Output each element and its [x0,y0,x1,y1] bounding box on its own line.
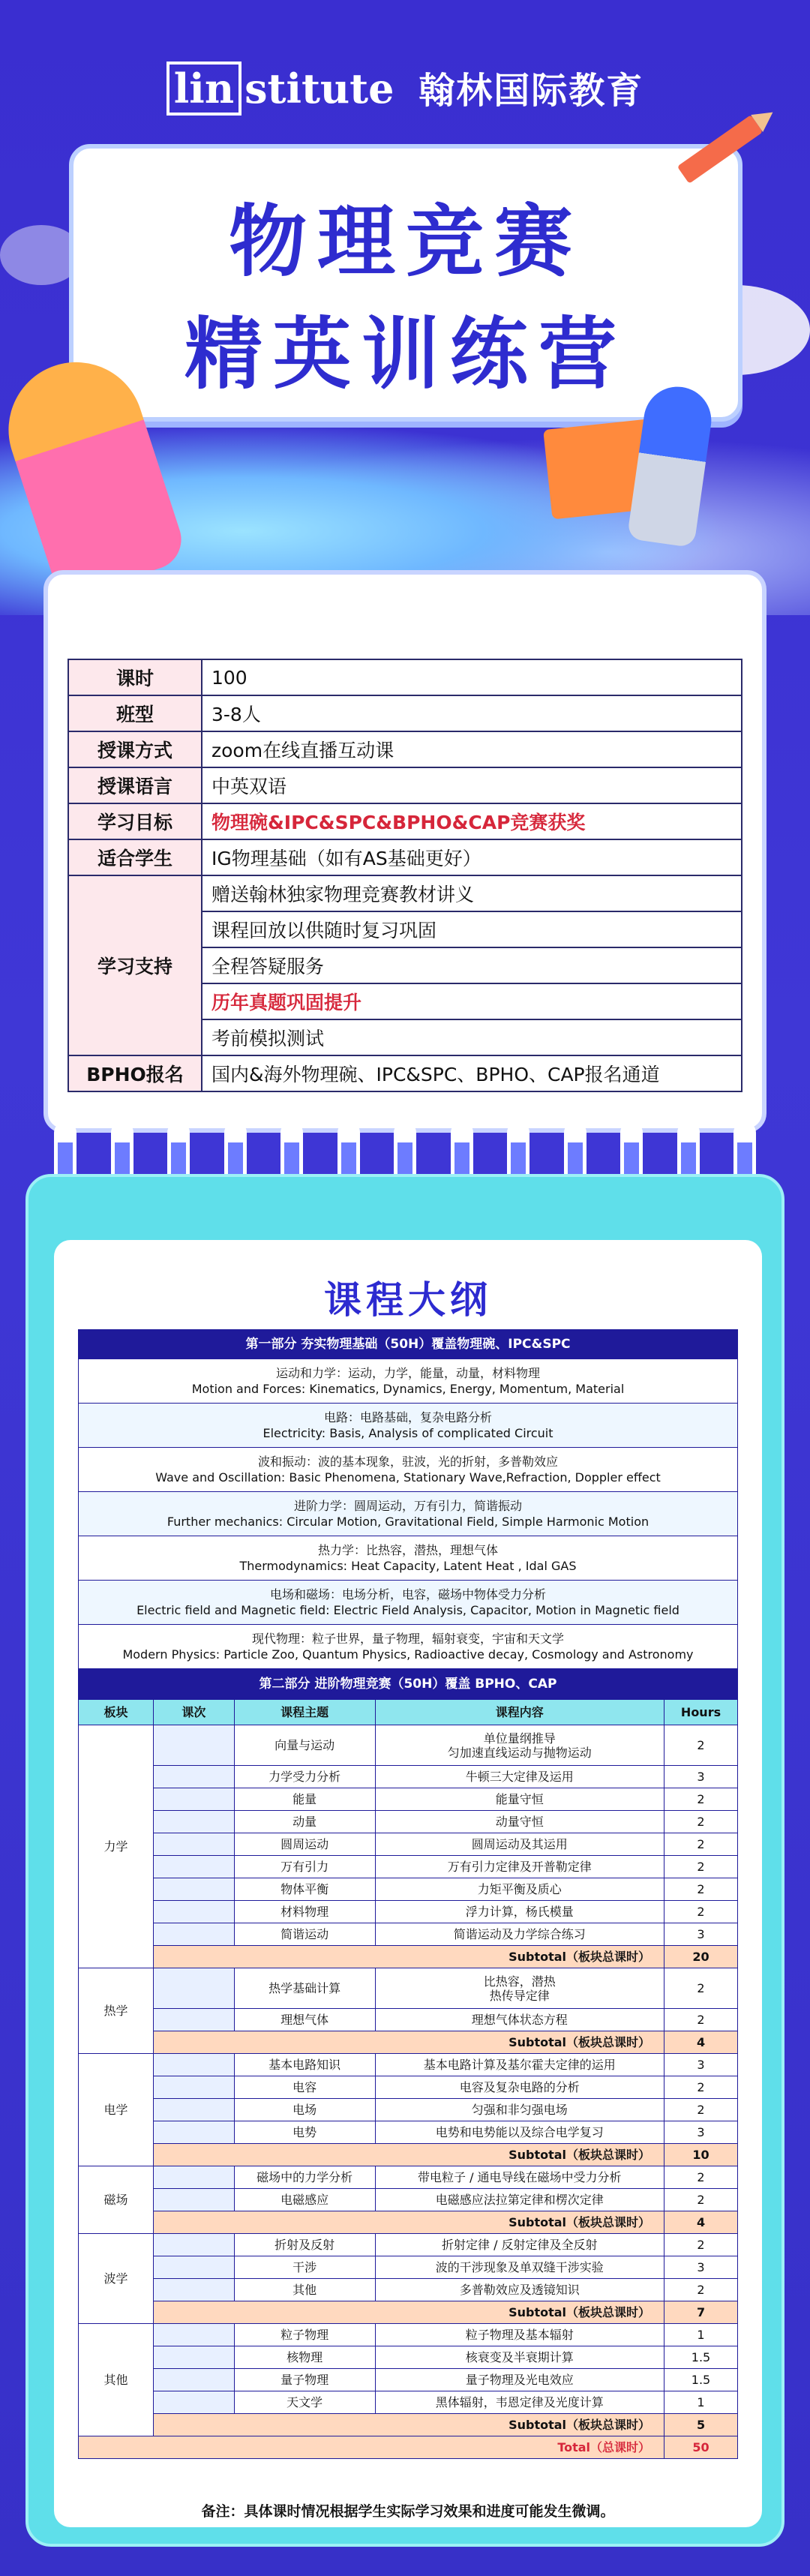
block-name: 其他 [79,2324,154,2436]
lesson-content: 牛顿三大定律及运用 [375,1766,664,1788]
subtotal-label: Subtotal（板块总课时） [153,2144,664,2166]
lesson-content: 多普勒效应及透镜知识 [375,2279,664,2301]
lesson-number [153,2346,234,2369]
info-value: IG物理基础（如有AS基础更好） [202,839,742,875]
lesson-topic: 向量与运动 [234,1725,375,1766]
lesson-number [153,2121,234,2144]
part1-row-cn: 运动和力学：运动，力学，能量，动量，材料物理 [275,1366,540,1380]
lesson-topic: 天文学 [234,2391,375,2414]
syllabus-row [79,2009,738,2031]
lesson-number [153,1968,234,2009]
subtotal-row [79,2414,738,2436]
info-value: 3-8人 [202,695,742,731]
lesson-number [153,1923,234,1946]
lesson-topic: 粒子物理 [234,2324,375,2346]
syllabus-row [79,2256,738,2279]
lesson-topic: 能量 [234,1788,375,1811]
lesson-content: 基本电路计算及基尔霍夫定律的运用 [375,2054,664,2076]
lesson-content: 能量守恒 [375,1788,664,1811]
lesson-hours: 2 [664,2076,738,2099]
lesson-hours: 1 [664,2391,738,2414]
lesson-hours: 1.5 [664,2346,738,2369]
info-row [68,659,742,695]
lesson-hours: 2 [664,2279,738,2301]
lesson-number [153,1856,234,1878]
lesson-content: 电磁感应法拉第定律和楞次定律 [375,2189,664,2211]
syllabus-header-cell: 课程主题 [234,1700,375,1725]
lesson-content: 核衰变及半衰期计算 [375,2346,664,2369]
lesson-hours: 3 [664,1766,738,1788]
subtotal-row [79,2301,738,2324]
lesson-hours: 1.5 [664,2369,738,2391]
part1-row-cn: 波和振动：波的基本现象，驻波，光的折射，多普勒效应 [257,1455,558,1469]
brand-name: 翰林国际教育 [418,70,644,112]
lesson-number [153,2234,234,2256]
lesson-topic: 理想气体 [234,2009,375,2031]
subtotal-value: 4 [664,2031,738,2054]
part1-list [78,1359,738,1669]
part1-row-en: Thermodynamics: Heat Capacity, Latent Heat , Idal GAS [239,1559,577,1573]
lesson-hours: 2 [664,2189,738,2211]
lesson-topic: 物体平衡 [234,1878,375,1901]
hero-title-line2: 精英训练营 [184,308,627,400]
lesson-content: 波的干涉现象及单双缝干涉实验 [375,2256,664,2279]
lesson-hours: 2 [664,1833,738,1856]
subtotal-label: Subtotal（板块总课时） [153,2414,664,2436]
lesson-hours: 2 [664,2234,738,2256]
info-row [68,1055,742,1091]
lesson-number [153,1725,234,1766]
part1-row-cn: 电路：电路基础，复杂电路分析 [323,1410,492,1425]
syllabus-row [79,1901,738,1923]
lesson-hours: 2 [664,2166,738,2189]
subtotal-value: 4 [664,2211,738,2234]
info-key: 适合学生 [68,839,202,875]
part1-row-cn: 现代物理：粒子世界，量子物理，辐射衰变，宇宙和天文学 [251,1632,564,1646]
lesson-hours: 3 [664,1923,738,1946]
info-key: 班型 [68,695,202,731]
syllabus-row [79,2346,738,2369]
lesson-hours: 2 [664,1878,738,1901]
info-key: 授课语言 [68,767,202,803]
lesson-number [153,2009,234,2031]
syllabus-row [79,1923,738,1946]
lesson-number [153,1811,234,1833]
part1-row-en: Wave and Oscillation: Basic Phenomena, Stationary Wave,Refraction, Doppler effect [155,1470,661,1485]
lesson-hours: 2 [664,1725,738,1766]
lesson-content: 电容及复杂电路的分析 [375,2076,664,2099]
syllabus-row [79,1878,738,1901]
lesson-number [153,1878,234,1901]
syllabus-row [79,2279,738,2301]
lesson-content: 简谐运动及力学综合练习 [375,1923,664,1946]
syllabus-row [79,1788,738,1811]
syllabus-header-cell: Hours [664,1700,738,1725]
syllabus-table [78,1699,738,2459]
lesson-number [153,2076,234,2099]
lesson-topic: 电场 [234,2099,375,2121]
lesson-number [153,1788,234,1811]
part1-row [78,1448,738,1492]
part1-header: 第一部分 夯实物理基础（50H）覆盖物理碗、IPC&SPC [78,1329,738,1359]
info-value: 历年真题巩固提升 [202,983,742,1019]
syllabus-row [79,2121,738,2144]
info-row [68,695,742,731]
part1-row-en: Electric field and Magnetic field: Electric Field Analysis, Capacitor, Motion in Magnetic field [136,1603,680,1617]
syllabus-header-cell: 课程内容 [375,1700,664,1725]
lesson-content: 量子物理及光电效应 [375,2369,664,2391]
syllabus-row [79,2391,738,2414]
lesson-content: 单位量纲推导 匀加速直线运动与抛物运动 [375,1725,664,1766]
lesson-topic: 简谐运动 [234,1923,375,1946]
subtotal-row [79,2031,738,2054]
lesson-topic: 材料物理 [234,1901,375,1923]
info-key: 学习支持 [68,875,202,1055]
lesson-content: 万有引力定律及开普勒定律 [375,1856,664,1878]
syllabus-row [79,2099,738,2121]
lesson-number [153,2099,234,2121]
syllabus-row [79,2166,738,2189]
part1-row-en: Electricity: Basis, Analysis of complicated Circuit [262,1426,554,1440]
lesson-number [153,2279,234,2301]
syllabus-row [79,1725,738,1766]
lesson-hours: 2 [664,1901,738,1923]
lesson-hours: 3 [664,2121,738,2144]
lesson-topic: 圆周运动 [234,1833,375,1856]
part2-header: 第二部分 进阶物理竞赛（50H）覆盖 BPHO、CAP [78,1669,738,1699]
brand-logo: lin stitute [166,62,394,116]
part1-row-cn: 热力学：比热容，潜热，理想气体 [317,1543,498,1557]
lesson-topic: 折射及反射 [234,2234,375,2256]
subtotal-value: 7 [664,2301,738,2324]
footnote: 备注：具体课时情况根据学生实际学习效果和进度可能发生微调。 [201,2503,615,2520]
subtotal-label: Subtotal（板块总课时） [153,1946,664,1968]
course-info-card [44,570,766,1133]
subtotal-row [79,2211,738,2234]
info-row [68,803,742,839]
syllabus-row [79,2369,738,2391]
lesson-hours: 2 [664,1856,738,1878]
syllabus-row [79,1766,738,1788]
info-row [68,731,742,767]
lesson-content: 粒子物理及基本辐射 [375,2324,664,2346]
info-value: 国内&海外物理碗、IPC&SPC、BPHO、CAP报名通道 [202,1055,742,1091]
info-row [68,839,742,875]
lesson-topic: 基本电路知识 [234,2054,375,2076]
lesson-topic: 电容 [234,2076,375,2099]
info-value: 中英双语 [202,767,742,803]
part1-row-cn: 电场和磁场：电场分析，电容，磁场中物体受力分析 [269,1587,546,1602]
block-name: 波学 [79,2234,154,2324]
lesson-hours: 3 [664,2054,738,2076]
lesson-content: 浮力计算，杨氏模量 [375,1901,664,1923]
lesson-topic: 干涉 [234,2256,375,2279]
lesson-content: 力矩平衡及质心 [375,1878,664,1901]
lesson-content: 带电粒子 / 通电导线在磁场中受力分析 [375,2166,664,2189]
outline-card [26,1174,784,2547]
total-value: 50 [664,2436,738,2459]
syllabus-row [79,2054,738,2076]
block-name: 磁场 [79,2166,154,2234]
lesson-hours: 3 [664,2256,738,2279]
info-value: 考前模拟测试 [202,1019,742,1055]
lesson-topic: 其他 [234,2279,375,2301]
part1-row [78,1581,738,1625]
lesson-hours: 2 [664,1811,738,1833]
hero-title-box [69,144,742,422]
lesson-topic: 力学受力分析 [234,1766,375,1788]
info-value: 课程回放以供随时复习巩固 [202,911,742,947]
syllabus-header-cell: 课次 [153,1700,234,1725]
info-key: 课时 [68,659,202,695]
lesson-number [153,2256,234,2279]
lesson-content: 理想气体状态方程 [375,2009,664,2031]
lesson-content: 匀强和非匀强电场 [375,2099,664,2121]
lesson-topic: 量子物理 [234,2369,375,2391]
syllabus-row [79,2324,738,2346]
subtotal-label: Subtotal（板块总课时） [153,2031,664,2054]
block-name: 热学 [79,1968,154,2054]
syllabus-row [79,1856,738,1878]
part1-row-cn: 进阶力学：圆周运动，万有引力，简谐振动 [293,1499,522,1513]
hero-title-line1: 物理竞赛 [228,196,583,287]
info-row [68,767,742,803]
info-value: 物理碗&IPC&SPC&BPHO&CAP竞赛获奖 [202,803,742,839]
brand-header [0,62,810,116]
lesson-content: 电势和电势能以及综合电学复习 [375,2121,664,2144]
info-key: 授课方式 [68,731,202,767]
lesson-number [153,2391,234,2414]
lesson-number [153,2369,234,2391]
syllabus-header-row [79,1700,738,1725]
outline-title: 课程大纲 [324,1278,492,1322]
subtotal-label: Subtotal（板块总课时） [153,2211,664,2234]
lesson-hours: 2 [664,1788,738,1811]
lesson-topic: 核物理 [234,2346,375,2369]
info-value: 全程答疑服务 [202,947,742,983]
lesson-topic: 电势 [234,2121,375,2144]
lesson-number [153,2166,234,2189]
subtotal-row [79,1946,738,1968]
lesson-topic: 动量 [234,1811,375,1833]
lesson-topic: 磁场中的力学分析 [234,2166,375,2189]
block-name: 力学 [79,1725,154,1968]
lesson-hours: 2 [664,2009,738,2031]
outline-sheet [54,1240,762,2527]
lesson-content: 比热容，潜热 热传导定律 [375,1968,664,2009]
syllabus-row [79,1833,738,1856]
lesson-content: 圆周运动及其运用 [375,1833,664,1856]
subtotal-value: 5 [664,2414,738,2436]
info-key: 学习目标 [68,803,202,839]
info-value: 赠送翰林独家物理竞赛教材讲义 [202,875,742,911]
total-label: Total（总课时） [79,2436,664,2459]
syllabus-row [79,1811,738,1833]
part1-row [78,1404,738,1448]
subtotal-value: 20 [664,1946,738,1968]
lesson-number [153,2324,234,2346]
block-name: 电学 [79,2054,154,2166]
course-info-table [68,659,742,1092]
lesson-topic: 万有引力 [234,1856,375,1878]
lesson-content: 黑体辐射，韦恩定律及光度计算 [375,2391,664,2414]
lesson-hours: 2 [664,1968,738,2009]
lesson-hours: 2 [664,2099,738,2121]
lesson-topic: 热学基础计算 [234,1968,375,2009]
info-value: 100 [202,659,742,695]
info-key: BPHO报名 [68,1055,202,1091]
syllabus-row [79,2189,738,2211]
part1-row [78,1536,738,1581]
part1-row [78,1492,738,1536]
lesson-number [153,1901,234,1923]
info-value: zoom在线直播互动课 [202,731,742,767]
part1-row [78,1359,738,1404]
total-row [79,2436,738,2459]
lesson-content: 折射定律 / 反射定律及全反射 [375,2234,664,2256]
part1-row [78,1625,738,1669]
subtotal-value: 10 [664,2144,738,2166]
part1-row-en: Modern Physics: Particle Zoo, Quantum Physics, Radioactive decay, Cosmology and Astronomy [122,1647,694,1662]
part1-row-en: Motion and Forces: Kinematics, Dynamics, Energy, Momentum, Material [191,1382,625,1396]
part1-row-en: Further mechanics: Circular Motion, Gravitational Field, Simple Harmonic Motion [166,1515,650,1529]
lesson-hours: 1 [664,2324,738,2346]
subtotal-row [79,2144,738,2166]
lesson-content: 动量守恒 [375,1811,664,1833]
syllabus-row [79,2234,738,2256]
syllabus-header-cell: 板块 [79,1700,154,1725]
info-row [68,875,742,911]
lesson-number [153,1833,234,1856]
lesson-topic: 电磁感应 [234,2189,375,2211]
lesson-number [153,2054,234,2076]
syllabus-row [79,2076,738,2099]
subtotal-label: Subtotal（板块总课时） [153,2301,664,2324]
syllabus-row [79,1968,738,2009]
lesson-number [153,1766,234,1788]
lesson-number [153,2189,234,2211]
